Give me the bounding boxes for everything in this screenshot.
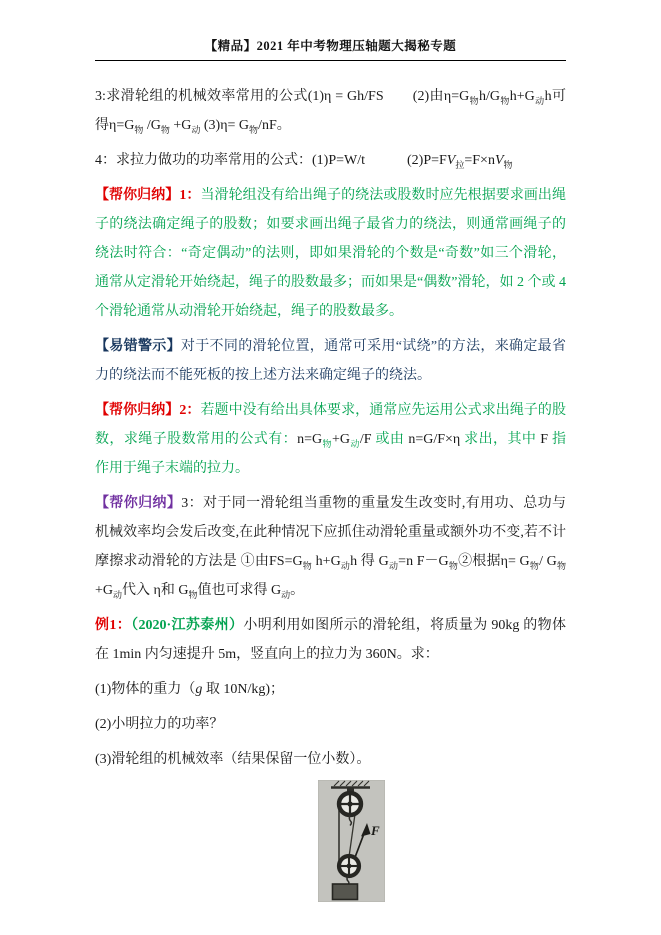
note-guina-1: 【帮你归纳】1：当滑轮组没有给出绳子的绕法或股数时应先根据要求画出绳子的绕法确定绳子的股数；如要求画出绳子最省力的绕法，则通常画绳子的绕法时符合：“奇定偶动”的法则，即如果滑轮的个数是“奇数”如三个滑轮，通常从定滑轮开始绕起，绳子的股数最多；而如果是“偶数”滑轮，如 2 个或 4 个滑轮通常从动滑轮开始绕起，绳子的股数最多。 <box>95 188 566 319</box>
question-3: (3)滑轮组的机械效率（结果保留一位小数）。 <box>95 752 371 767</box>
fixed-pulley-icon <box>339 793 361 815</box>
document-body <box>95 61 566 902</box>
paragraph-formula-efficiency: 3:求滑轮组的机械效率常用的公式(1)η = Gh/FS (2)由$\eta=G_物h/G_物h+G_动h$可得$\eta=G_物$ $/G_物 +G_动$ $(3)\eta= G_物/nF$。 <box>95 89 566 135</box>
example-1-statement: 例1：（2020·江苏泰州）小明利用如图所示的滑轮组，将质量为 90kg 的物体在 1min 内匀速提升 5m，竖直向上的拉力为 360N。求： <box>95 618 567 662</box>
paragraph-formula-power: 4：求拉力做功的功率常用的公式：(1)P=W/t $(2)P=FV_拉=F\times nV_物$ <box>95 153 513 170</box>
pulley-figure <box>318 780 385 902</box>
question-1: (1)物体的重力（g 取 10N/kg)； <box>95 682 284 697</box>
movable-pulley-icon <box>339 856 359 876</box>
load-block-icon <box>333 884 358 900</box>
question-2: (2)小明拉力的功率？ <box>95 717 224 732</box>
force-label: F <box>371 823 380 838</box>
note-yicuo-warning: 【易错警示】对于不同的滑轮位置，通常可采用“试绕”的方法，来确定最省力的绕法而不能死板的按上述方法来确定绳子的绕法。 <box>95 339 566 383</box>
page-title: 【精品】2021 年中考物理压轴题大揭秘专题 <box>204 39 457 53</box>
note-guina-3: 【帮你归纳】3：对于同一滑轮组当重物的重量发生改变时,有用功、总功与机械效率均会发后改变,在此种情况下应抓住动滑轮重量或额外功不变,若不计摩擦求动滑轮的方法是 ①由$FS=G_物$ $h+G_动h$ 得 $G_动=n$ $F-G_物②$根据$\eta= G_物/$ $G_物 +G_动$代入 η和 $G_物$值也可求得 $G_动$。 <box>95 496 567 600</box>
note-guina-2: 【帮你归纳】2：若题中没有给出具体要求，通常应先运用公式求出绳子的股数，求绳子股数常用的公式有：$n=G_物+G_动/F$ 或由 n=G/F×η 求出，其中 F 指作用于绳子末端的拉力。 <box>95 403 566 476</box>
